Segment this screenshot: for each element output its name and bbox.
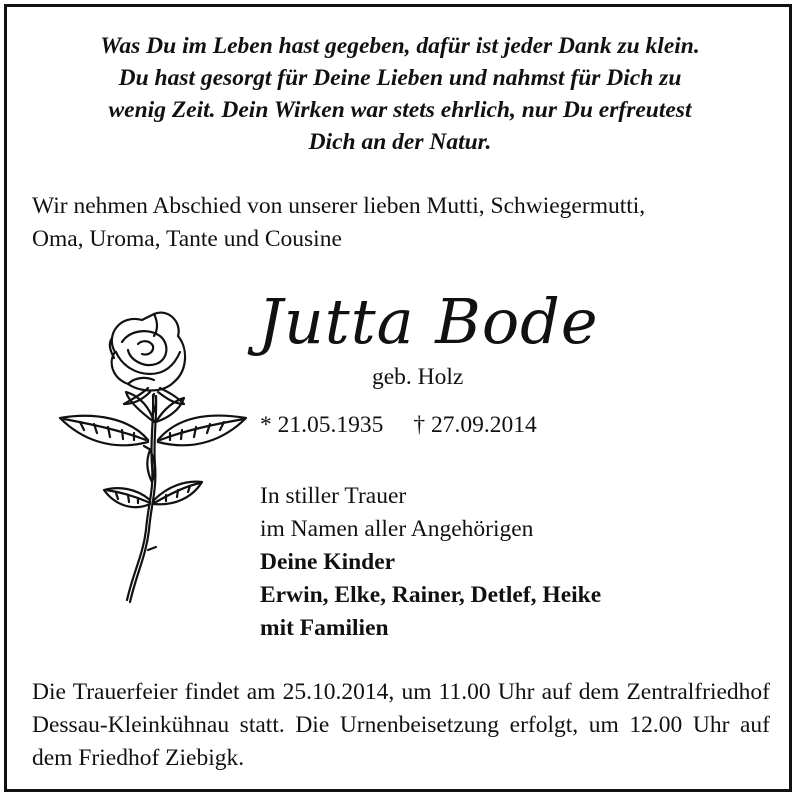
motto-verse bbox=[20, 30, 780, 158]
motto-line: Du hast gesorgt für Deine Lieben und nahmst für Dich zu bbox=[118, 65, 682, 91]
intro-line: Oma, Uroma, Tante und Cousine bbox=[32, 226, 342, 252]
rose-icon bbox=[50, 300, 260, 620]
mourners-block bbox=[260, 480, 601, 645]
deceased-name: Jutta Bode bbox=[258, 285, 599, 358]
life-dates bbox=[260, 410, 537, 440]
motto-line: Dich an der Natur. bbox=[308, 129, 492, 155]
intro-line: Wir nehmen Abschied von unserer lieben Mutti, Schwiegermutti, bbox=[32, 193, 646, 219]
birth-name: geb. Holz bbox=[372, 364, 464, 390]
mourners-line: im Namen aller Angehörigen bbox=[260, 516, 534, 542]
death-date: † 27.09.2014 bbox=[413, 412, 537, 438]
birth-date: * 21.05.1935 bbox=[260, 412, 384, 438]
funeral-notice: Die Trauerfeier findet am 25.10.2014, um 11.00 Uhr auf dem Zentralfriedhof Dessau-Kleinkühnau statt. Die Urnenbeisetzung erfolgt, um 12.00 Uhr auf dem Friedhof Ziebigk. bbox=[32, 679, 770, 771]
mourners-line: In stiller Trauer bbox=[260, 483, 407, 509]
farewell-intro bbox=[32, 190, 772, 256]
mourners-children-names: Erwin, Elke, Rainer, Detlef, Heike bbox=[260, 582, 602, 608]
mourners-children-heading: Deine Kinder bbox=[260, 549, 396, 575]
motto-line: wenig Zeit. Dein Wirken war stets ehrlich, nur Du erfreutest bbox=[108, 97, 692, 123]
motto-line: Was Du im Leben hast gegeben, dafür ist jeder Dank zu klein. bbox=[100, 33, 700, 59]
mourners-families: mit Familien bbox=[260, 615, 389, 641]
